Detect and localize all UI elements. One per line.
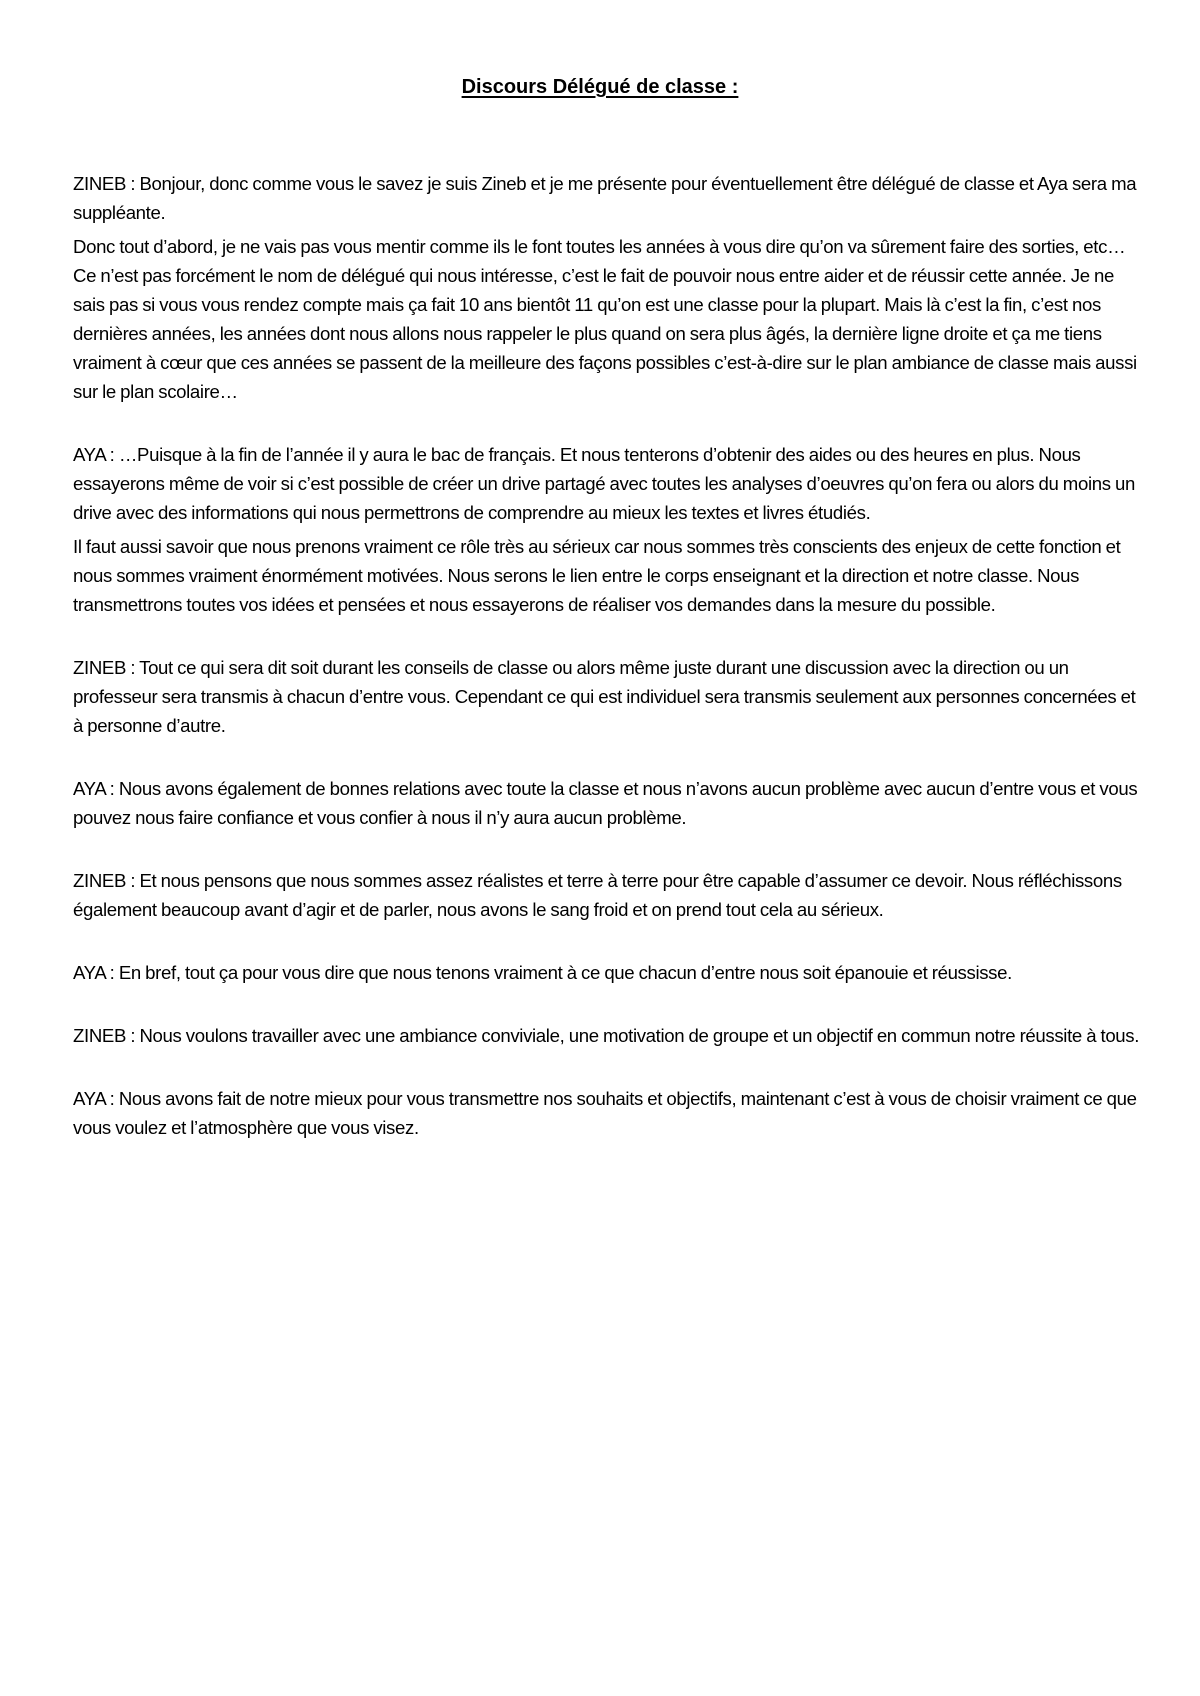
- paragraph-zineb-ambiance: ZINEB : Nous voulons travailler avec une ambiance conviviale, une motivation de groupe et un objectif en commun notre réussite à tous.: [73, 1025, 1140, 1046]
- paragraph-aya-bref: AYA : En bref, tout ça pour vous dire que nous tenons vraiment à ce que chacun d’entre nous soit épanouie et réussisse.: [73, 962, 1012, 983]
- document-body: [73, 169, 1143, 1142]
- paragraph-zineb-main: Donc tout d’abord, je ne vais pas vous mentir comme ils le font toutes les années à vous dire qu’on va sûrement faire des sorties, etc… Ce n’est pas forcément le nom de délégué qui nous intéresse, c’est le fait de pouvoir nous entre aider et de réussir cette année. Je ne sais pas si vous vous rendez compte mais ça fait 10 ans bientôt 11 qu’on est une classe pour la plupart. Mais là c’est la fin, c’est nos dernières années, les années dont nous allons nous rappeler le plus quand on sera plus âgés, la dernière ligne droite et ça me tiens vraiment à cœur que ces années se passent de la meilleure des façons possibles c’est-à-dire sur le plan ambiance de classe mais aussi sur le plan scolaire…: [73, 236, 1137, 402]
- paragraph-zineb-realistes: ZINEB : Et nous pensons que nous sommes assez réalistes et terre à terre pour être capable d’assumer ce devoir. Nous réfléchissons également beaucoup avant d’agir et de parler, nous avons le sang froid et on prend tout cela au sérieux.: [73, 870, 1122, 920]
- paragraph-zineb-intro: ZINEB : Bonjour, donc comme vous le savez je suis Zineb et je me présente pour éventuellement être délégué de classe et Aya sera ma suppléante.: [73, 173, 1137, 223]
- paragraph-aya-conclusion: AYA : Nous avons fait de notre mieux pour vous transmettre nos souhaits et objectifs, maintenant c’est à vous de choisir vraiment ce que vous voulez et l’atmosphère que vous visez.: [73, 1088, 1137, 1138]
- document-title: Discours Délégué de classe :: [461, 76, 739, 98]
- paragraph-zineb-transmission: ZINEB : Tout ce qui sera dit soit durant les conseils de classe ou alors même juste durant une discussion avec la direction ou un professeur sera transmis à chacun d’entre vous. Cependant ce qui est individuel sera transmis seulement aux personnes concernées et à personne d’autre.: [73, 657, 1136, 736]
- paragraph-aya-role: Il faut aussi savoir que nous prenons vraiment ce rôle très au sérieux car nous sommes très conscients des enjeux de cette fonction et nous sommes vraiment énormément motivées. Nous serons le lien entre le corps enseignant et la direction et notre classe. Nous transmettrons toutes vos idées et pensées et nous essayerons de réaliser vos demandes dans la mesure du possible.: [73, 536, 1121, 615]
- paragraph-aya-relations: AYA : Nous avons également de bonnes relations avec toute la classe et nous n’avons aucun problème avec aucun d’entre vous et vous pouvez nous faire confiance et vous confier à nous il n’y aura aucun problème.: [73, 778, 1138, 828]
- paragraph-aya-bac: AYA : …Puisque à la fin de l’année il y aura le bac de français. Et nous tenterons d’obtenir des aides ou des heures en plus. Nous essayerons même de voir si c’est possible de créer un drive partagé avec toutes les analyses d’oeuvres qu’on fera ou alors du moins un drive avec des informations qui nous permettrons de comprendre au mieux les textes et livres étudiés.: [73, 444, 1135, 523]
